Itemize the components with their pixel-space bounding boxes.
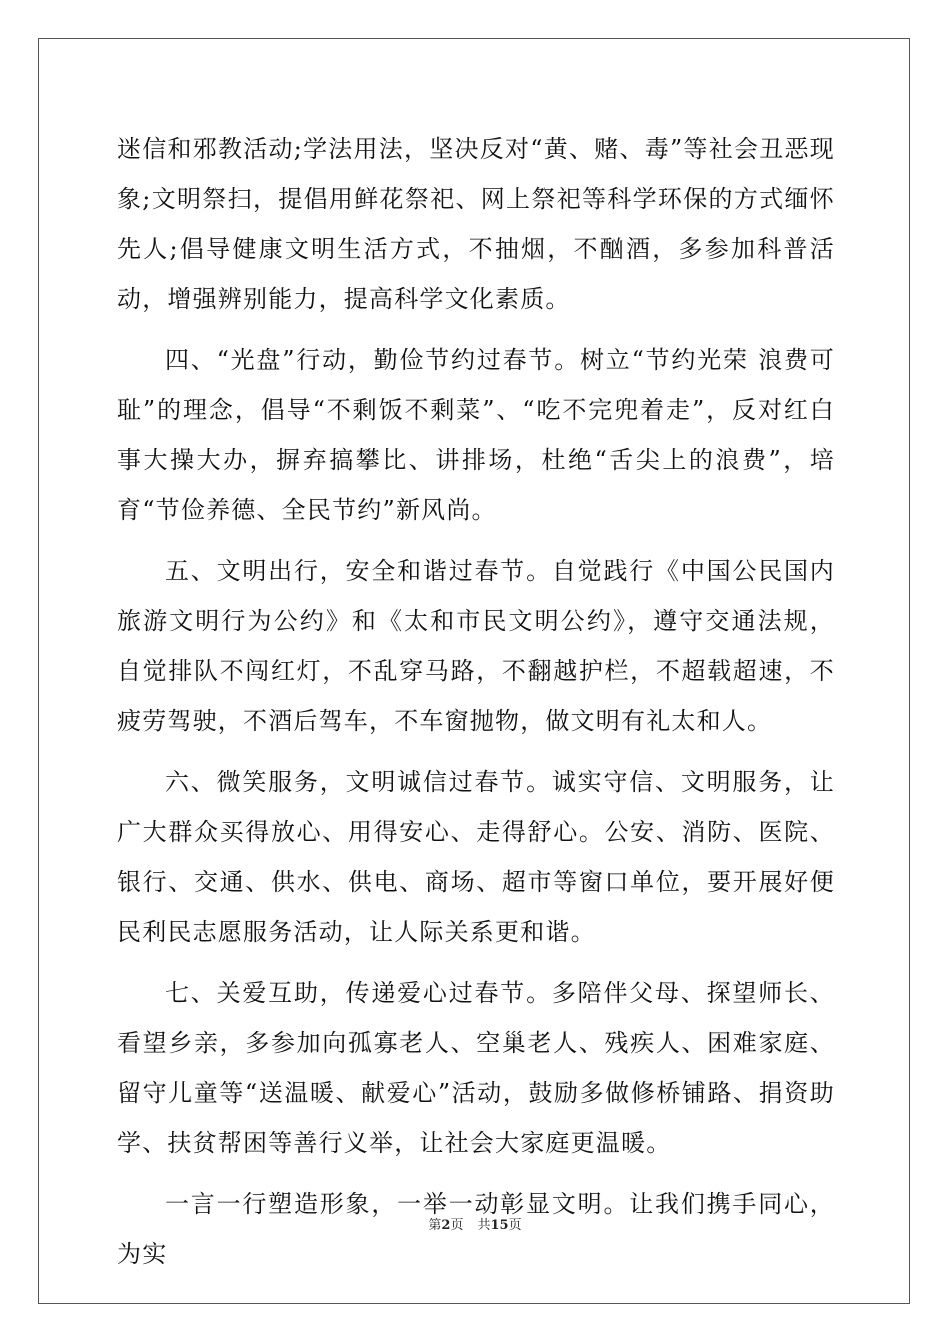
page-suffix: 页: [450, 1218, 464, 1233]
page-prefix: 第: [428, 1218, 442, 1233]
total-prefix: 共: [477, 1218, 491, 1233]
paragraph-section-five: 五、文明出行，安全和谐过春节。自觉践行《中国公民国内旅游文明行为公约》和《太和市民文明公约》，遵守交通法规，自觉排队不闯红灯，不乱穿马路，不翻越护栏，不超载超速，不疲劳驾驶，不酒后驾车，不车窗抛物，做文明有礼太和人。: [117, 557, 835, 735]
page-footer: [0, 1216, 950, 1236]
paragraph-section-seven: 七、关爱互助，传递爱心过春节。多陪伴父母、探望师长、看望乡亲，多参加向孤寡老人、空巢老人、残疾人、困难家庭、留守儿童等“送温暖、献爱心”活动，鼓励多做修桥铺路、捐资助学、扶贫帮困等善行义举，让社会大家庭更温暖。: [117, 979, 835, 1157]
total-suffix: 页: [508, 1218, 522, 1233]
page-number: 2: [441, 1218, 451, 1233]
paragraph-continued: 迷信和邪教活动;学法用法，坚决反对“黄、赌、毒”等社会丑恶现象;文明祭扫，提倡用鲜花祭祀、网上祭祀等科学环保的方式缅怀先人;倡导健康文明生活方式，不抽烟，不酗酒，多参加科普活动，增强辨别能力，提高科学文化素质。: [117, 135, 835, 313]
document-body: [117, 124, 835, 1279]
total-pages: 15: [490, 1218, 509, 1233]
paragraph-section-six: 六、微笑服务，文明诚信过春节。诚实守信、文明服务，让广大群众买得放心、用得安心、走得舒心。公安、消防、医院、银行、交通、供水、供电、商场、超市等窗口单位，要开展好便民利民志愿服务活动，让人际关系更和谐。: [117, 768, 835, 946]
paragraph-section-four: 四、“光盘”行动，勤俭节约过春节。树立“节约光荣 浪费可耻”的理念，倡导“不剩饭不剩菜”、“吃不完兜着走”，反对红白事大操大办，摒弃搞攀比、讲排场，杜绝“舌尖上的浪费”，培育“节俭养德、全民节约”新风尚。: [117, 346, 835, 524]
paragraph-closing: 一言一行塑造形象，一举一动彰显文明。让我们携手同心，为实: [117, 1190, 835, 1268]
